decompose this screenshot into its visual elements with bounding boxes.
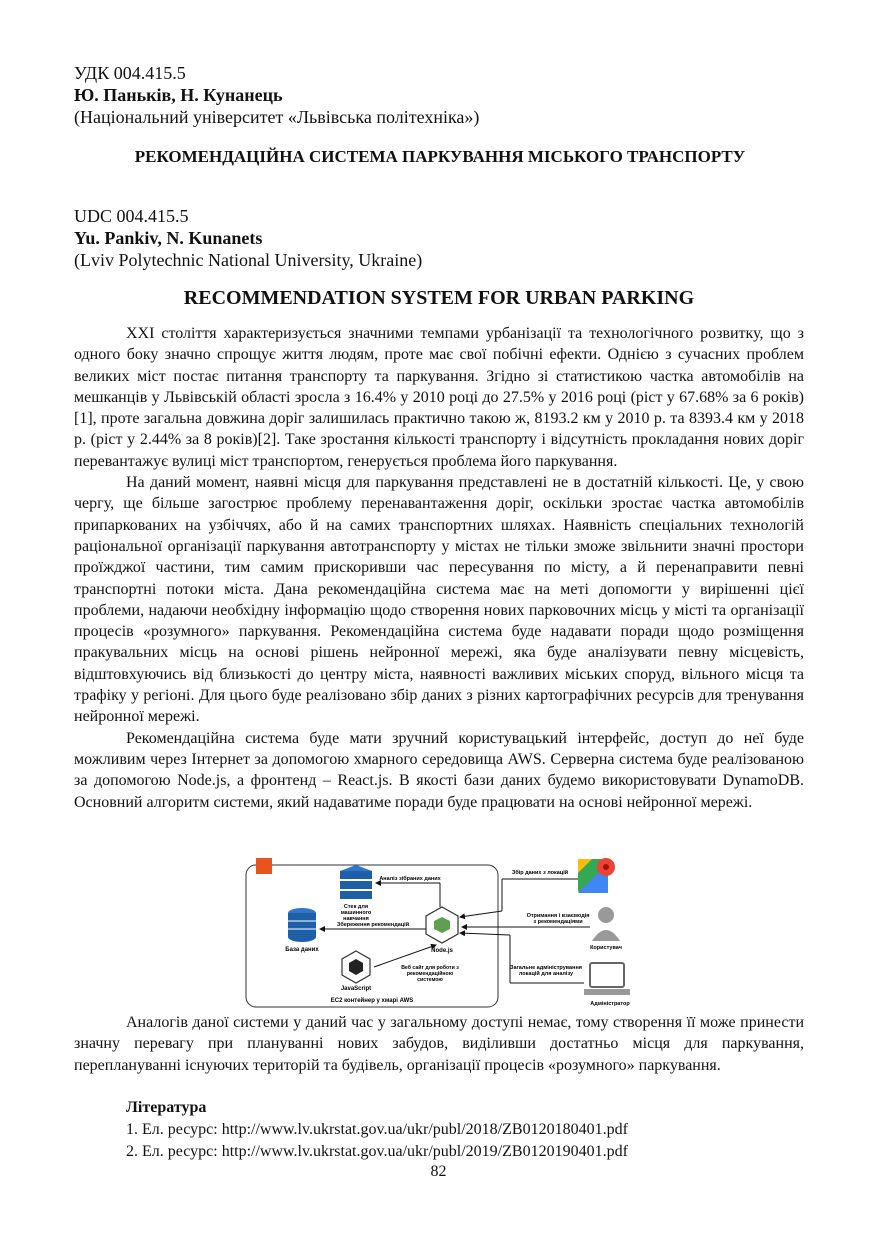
udk-code: УДК 004.415.5 bbox=[74, 63, 186, 83]
authors-ua: Ю. Паньків, Н. Кунанець bbox=[74, 85, 283, 105]
page-number: 82 bbox=[430, 1163, 447, 1180]
db-label: База даних bbox=[285, 947, 319, 953]
paragraph-3: Рекомендаційна система буде мати зручний користувацький інтерфейс, доступ до неї буде можливим через Інтернет за допомогою хмарного середовища AWS. Серверна система буде реалізованою за допомогою Node.js, а фронтенд – React.js. В якості бази даних будемо використовувати DynamoDB. Основний алгоритм системи, який надаватиме поради буде працювати на основі нейронної мережі. bbox=[74, 729, 804, 811]
ml-stack-icon bbox=[340, 865, 372, 899]
references-heading: Література bbox=[126, 1099, 207, 1116]
ec2-label: EC2 контейнер у хмарі AWS bbox=[330, 998, 414, 1004]
title-ua: РЕКОМЕНДАЦІЙНА СИСТЕМА ПАРКУВАННЯ МІСЬКОГО ТРАНСПОРТУ bbox=[134, 147, 746, 166]
website-label: Веб сайт для роботи з рекомендаційною системою bbox=[401, 965, 459, 983]
admin-link-label: Загальне адміністрування локацій для аналізу bbox=[510, 965, 582, 977]
analysis-label: Аналіз зібраних даних bbox=[379, 876, 441, 882]
node-label: Node.js bbox=[431, 948, 453, 954]
reference-2: 2. Ел. ресурс: http://www.lv.ukrstat.gov.ua/ukr/publ/2019/ZB0120190401.pdf bbox=[126, 1143, 628, 1160]
body-text-bottom bbox=[74, 1012, 804, 1076]
admin-monitor-icon bbox=[584, 963, 630, 995]
paragraph-1: XXI століття характеризується значними темпами урбанізації та технологічного розвитку, що з одного боку значно спрощує життя людям, проте має свої побічні ефекти. Однією з сучасних проблем великих міст постає питання транспорту та паркування. Згідно зі статистикою частка автомобілів на мешканців у Львівській області зросла з 16.4% у 2010 році до 27.5% у 2016 році (ріст у 67.68% за 6 років)[1], проте загальна довжина доріг залишилась практично такою ж, 8193.2 км у 2010 р. та 8393.4 км у 2018 р. (ріст у 2.44% за 8 років)[2]. Таке зростання кількості транспорту і відсутність прокладання нових доріг перевантажує вулиці міст транспортом, генерується проблема його паркування. bbox=[74, 325, 804, 470]
collect-label: Збір даних з локацій bbox=[511, 870, 569, 876]
paragraph-2: На даний момент, наявні місця для паркування представлені не в достатній кількості. Це, у свою чергу, ще більше загострює проблему перенавантаження доріг, оскільки зростає частка автомобілів припаркованих на узбіччях, або й на самих транспортних шляхах. Наявність спеціальних технологій раціональної організації паркування автотранспорту у містах не тільки зможе звільнити значні простори проїжджої частини, тим самим прискоривши час пересування по місту, а й перенаправити певні транспортні потоки міста. Дана рекомендаційна система має на меті допомогти у вирішенні цієї проблеми, надаючи необхідну інформацію щодо створення нових парковочних місць у місті та організації процесів «розумного» паркування. Рекомендаційна система буде надавати поради щодо розміщення пракувальних місць на основі рішень нейронної мережі, яка буде аналізувати певну місцевість, відштовхуючись від близькості до центру міста, наявності важливих міських споруд, вільного місця та трафіку у регіоні. Для цього буде реалізовано збір даних з різних картографічних ресурсів для тренування нейронної мережі. bbox=[74, 474, 804, 726]
affiliation-ua: (Національний університет «Львівська політехніка») bbox=[74, 107, 480, 127]
database-icon bbox=[288, 908, 316, 942]
architecture-diagram bbox=[240, 855, 640, 1010]
reference-1: 1. Ел. ресурс: http://www.lv.ukrstat.gov.ua/ukr/publ/2018/ZB0120180401.pdf bbox=[126, 1121, 628, 1138]
user-label: Користувач bbox=[590, 945, 622, 951]
google-maps-icon bbox=[578, 858, 615, 893]
js-label: JavaScript bbox=[340, 986, 372, 992]
title-en: RECOMMENDATION SYSTEM FOR URBAN PARKING bbox=[183, 287, 695, 309]
paragraph-4: Аналогів даної системи у даний час у загальному доступі немає, тому створення її може принести значну перевагу при плануванні нових забудов, виділивши достатньо місця для паркування, переплануванні існуючих територій та будівель, організації процесів «розумного» паркування. bbox=[74, 1014, 804, 1074]
ml-stack-label: Стек для машинного навчання bbox=[340, 904, 372, 922]
save-recs-label: Збереження рекомендацій bbox=[336, 922, 410, 928]
authors-en: Yu. Pankiv, N. Kunanets bbox=[74, 228, 263, 248]
receive-label: Отримання і взаємодія з рекомендаціями bbox=[526, 913, 590, 925]
body-text-top bbox=[74, 323, 804, 813]
user-icon bbox=[592, 907, 620, 941]
udc-code: UDC 004.415.5 bbox=[74, 206, 189, 226]
aws-icon bbox=[256, 858, 272, 874]
affiliation-en: (Lviv Polytechnic National University, Ukraine) bbox=[74, 250, 423, 270]
admin-label: Адміністратор bbox=[590, 1001, 630, 1007]
